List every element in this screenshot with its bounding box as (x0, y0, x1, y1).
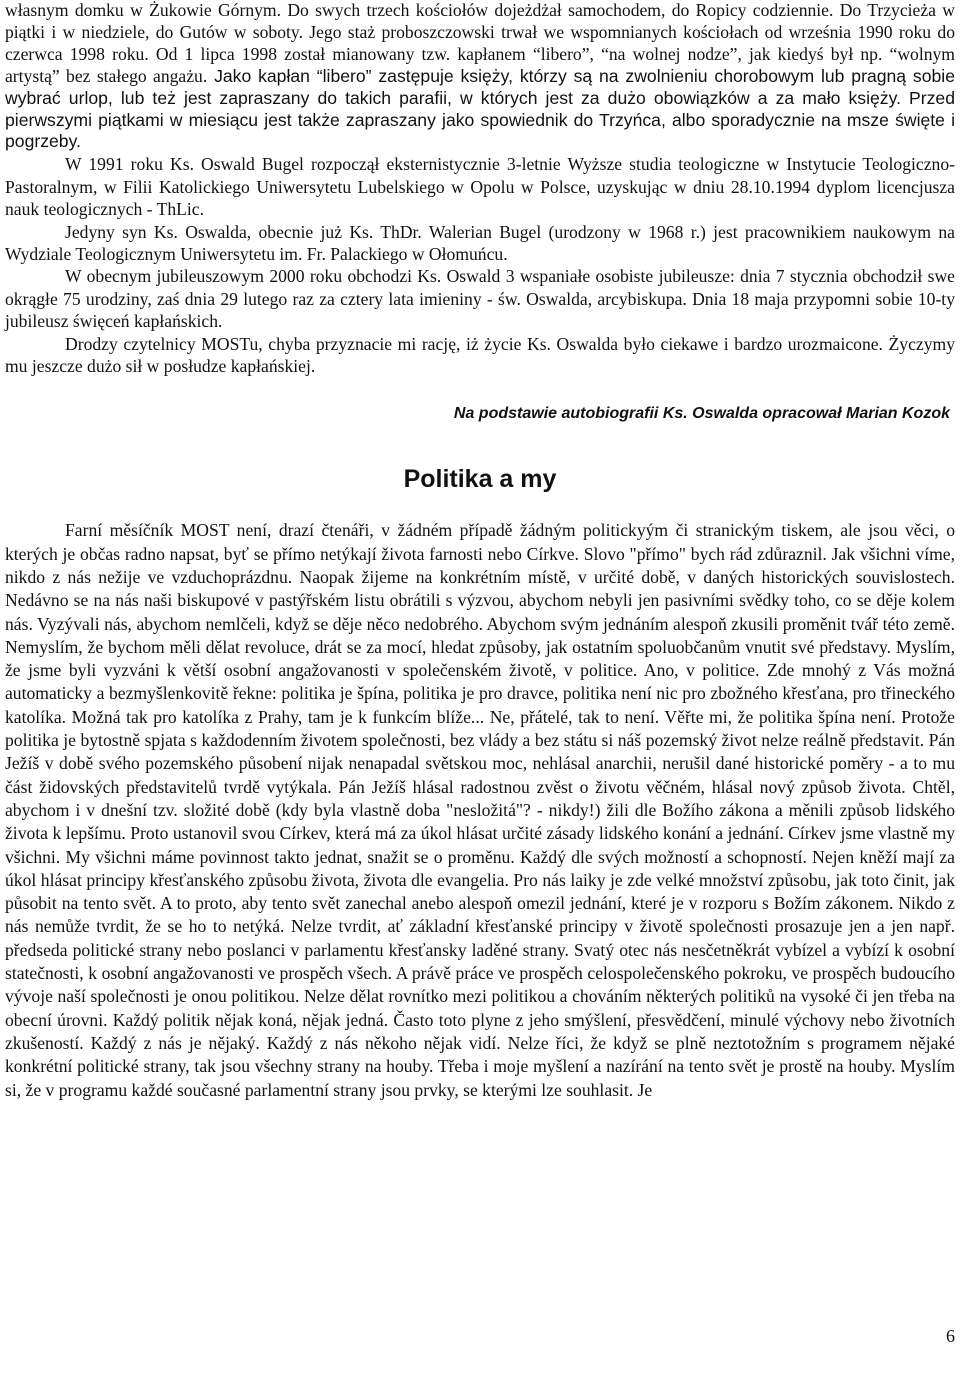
article-paragraph: W 1991 roku Ks. Oswald Bugel rozpoczął eksternistycznie 3-letnie Wyższe studia teologiczne w Instytucie Teologiczno-Pastoralnym, w Filii Katolickiego Uniwersytetu Lubelskiego w Opolu w Polsce, uzyskując w dniu 28.10.1994 dyplom licencjusza nauk teologicznych - ThLic. (5, 154, 955, 220)
article-body: Farní měsíčník MOST není, drazí čtenáři, v žádném případě žádným politickyým či stranickým tiskem, ale jsou věci, o kterých je občas radno napsat, byť se přímo netýkají života farnosti nebo Církve. Slovo "přímo" bych rád zdůraznil. Jak všichni víme, nikdo z nás nežije ve vzduchoprázdnu. Naopak žijeme na konkrétním místě, v určité době, v daných historických souvislostech. Nedávno se na nás naši biskupové v pastýřském listu obrátili s výzvou, abychom nebyli jen pasivními svědky toho, co se děje kolem nás. Vyzývali nás, abychom nemlčeli, když se děje něco nedobrého. Abychom svým jednáním alespoň zkusili proměnit tvář této země. Nemyslím, že bychom měli dělat revoluce, drát se za mocí, hledat způsoby, jak ostatním spoluobčanům vnutit své představy. Myslím, že jsme byli vyzváni k větší osobní angažovanosti v společenském životě, v politice. Ano, v politice. Zde mnohý z Vás možná automaticky a bezmyšlenkovitě řekne: politika je špína, politika je pro dravce, politika není nic pro zbožného křesťana, pro třineckého katolíka. Možná tak pro katolíka z Prahy, tam je k funkcím blíže... Ne, přátelé, tak to není. Věřte mi, že politika špína není. Protože politika je bytostně spjata s každodenním životem společnosti, bez vlády a bez státu si náš pozemský život nelze reálně představit. Pán Ježíš v době svého pozemského působení nijak nenapadal světskou moc, nehlásal anarchii, nerušil dané historické poměry - a to mu část židovských představitelů tvrdě vytýkala. Pán Ježíš hlásal radostnou zvěst o životu věčném, hlásal nový způsob života. Chtěl, abychom i v dnešní tzv. složité době (kdy byla vlastně doba "nesložitá"? - nikdy!) žili dle Božího zákona a měnili způsob lidského života k lepšímu. Proto ustanovil svou Církev, která má za úkol hlásat určité zásady lidského konání a jednání. Církev jsme vlastně my všichni. My všichni máme povinnost takto jednat, snažit se o proměnu. Každý dle svých možností a schopností. Nejen kněží mají za úkol hlásat principy křesťanského způsobu života, života dle evangelia. Pro nás laiky je zde velké množství způsobu, jak toto činit, jak působit na tento svět. A to proto, aby tento svět zanechal anebo alespoň omezil jednání, které je v rozporu s Božím zákonem. Nikdo z nás nemůže tvrdit, že se ho to netýká. Nelze tvrdit, ať základní křesťanské principy v životě společnosti prosazuje jen a jen např. předseda politické strany nebo poslanci v parlamentu křesťansky laděné strany. Svatý otec nás nesčetněkrát vybízel a vybízí k osobní statečnosti, k osobní angažovanosti ve prospěch všech. A právě práce ve prospěch celospolečenského pokroku, ve prospěch budoucího vývoje naší společnosti je onou politikou. Nelze dělat rovnítko mezi politikou a chováním některých politiků na vysoké či jen třeba na obecní úrovni. Každý politik nějak koná, nějak jedná. Často toto plyne z jeho smýšlení, přesvědčení, minulé výchovy nebo životních zkušeností. Každý z nás je nějaký. Každý z nás někoho nějak vidí. Nelze říci, že když se plně neztotožním s programem nějaké konkrétní politické strany, tak jsou všechny strany na houby. Třeba i moje myšlení a nazírání na tento svět je prostě na houby. Myslím si, že v programu každé současné parlamentní strany jsou prvky, se kterými lze souhlasit. Je (5, 520, 955, 1100)
paragraph-text-sans: Jako kapłan “libero” zastępuje księży, którzy są na zwolnieniu chorobowym lub pragną sobie wybrać urlop, lub też jest zapraszany do takich parafii, w których jest za dużo obowiązków a za mało księży. Przed pierwszymi piątkami w miesiącu jest także zapraszany jako spowiednik do Trzyńca, albo sporadycznie na msze święte i pogrzeby. (5, 65, 955, 152)
article-paragraph: Jedyny syn Ks. Oswalda, obecnie już Ks. ThDr. Walerian Bugel (urodzony w 1968 r.) jest pracownikiem naukowym na Wydziale Teologicznym Uniwersytetu im. Fr. Palackiego w Ołomuńcu. (5, 221, 955, 264)
article-title: Politika a my (403, 465, 557, 494)
author-credit: Na podstawie autobiografii Ks. Oswalda opracował Marian Kozok (453, 405, 950, 423)
paragraph-text-serif: własnym domku w Żukowie Górnym. Do swych trzech kościołów dojeżdżał samochodem, do Ropicy codziennie. Do Trzycieża w piątki i w niedziele, do Gutów w soboty. Jego staż proboszczowski trwał we wspomnianych kościołach od września 1990 roku do czerwca 1998 roku. Od 1 lipca 1998 został mianowany tzw. kapłanem “libero”, “na wolnej nodze”, jak kiedyś był np. “wolnym artystą” bez stałego angażu. (5, 0, 955, 86)
article-paragraph: Drodzy czytelnicy MOSTu, chyba przyznacie mi rację, iż życie Ks. Oswalda było ciekawe i bardzo urozmaicone. Życzymy mu jeszcze dużo sił w posłudze kapłańskiej. (5, 333, 955, 376)
article-paragraph: W obecnym jubileuszowym 2000 roku obchodzi Ks. Oswald 3 wspaniałe osobiste jubileusze: dnia 7 stycznia obchodził swe okrągłe 75 urodziny, zaś dnia 29 lutego raz za cztery lata imieniny - św. Oswalda, arcybiskupa. Dnia 18 maja przypomni sobie 10-ty jubileusz święceń kapłańskich. (5, 266, 955, 332)
article-paragraph (5, 0, 955, 153)
document-page (5, 0, 955, 1102)
page-number: 6 (946, 1326, 955, 1346)
